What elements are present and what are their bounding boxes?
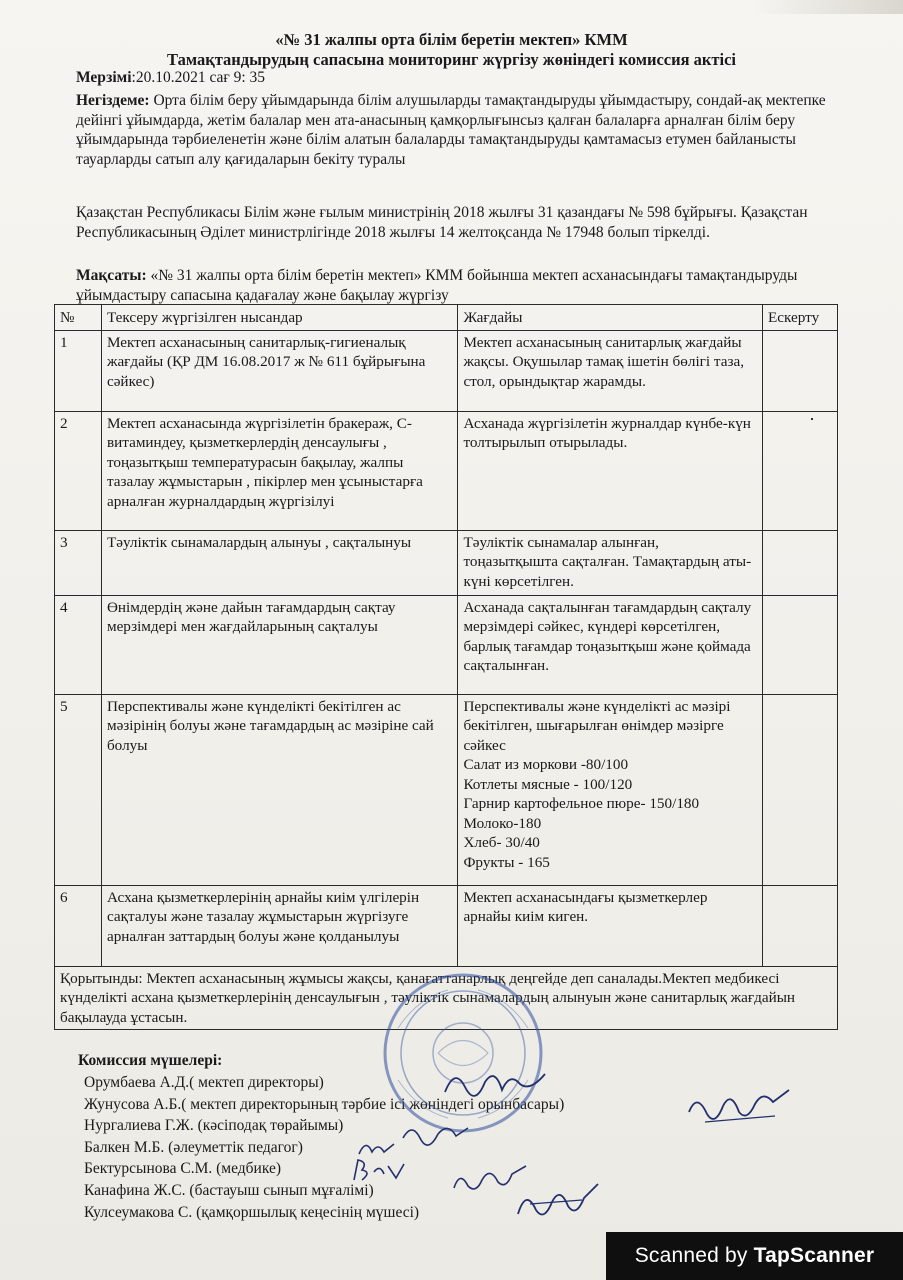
row-number: 2 bbox=[55, 411, 102, 530]
row-note bbox=[763, 595, 838, 694]
header-objects: Тексеру жүргізілген нысандар bbox=[101, 305, 457, 331]
member-item: Нургалиева Г.Ж. (кәсіподақ төрайымы) bbox=[84, 1117, 344, 1135]
conclusion-text: Қорытынды: Мектеп асханасының жұмысы жақсы, қанағаттанарлық деңгейде деп саналады.Мектеп медбикесі күнделікті асхана қызметкерлерінің денсаулығын , тәуліктік сынамалардың алынуын және санитарлық жағдайын бақылауда ұстасын. bbox=[55, 966, 838, 1030]
table-row bbox=[55, 694, 838, 885]
purpose-text: «№ 31 жалпы орта білім беретін мектеп» КММ бойынша мектеп асханасындағы тамақтандыруды ұйымдастыру сапасына қадағалау және бақылау жүргізу bbox=[76, 267, 798, 304]
basis-paragraph bbox=[76, 91, 832, 169]
row-note bbox=[763, 530, 838, 595]
row-state: Мектеп асханасының санитарлық жағдайы жақсы. Оқушылар тамақ ішетін бөлігі таза, стол, орындықтар жарамды. bbox=[458, 330, 763, 411]
date-line bbox=[76, 69, 265, 87]
row-state: Тәуліктік сынамалар алынған, тоңазытқышта сақталған. Тамақтардың аты-күні көрсетілген. bbox=[458, 530, 763, 595]
row-number: 3 bbox=[55, 530, 102, 595]
header-number: № bbox=[55, 305, 102, 331]
member-item: Балкен М.Б. (әлеуметтік педагог) bbox=[84, 1138, 303, 1156]
date-value: :20.10.2021 сағ 9: 35 bbox=[131, 69, 266, 86]
header-state: Жағдайы bbox=[458, 305, 763, 331]
member-item: Орумбаева А.Д.( мектеп директоры) bbox=[84, 1074, 324, 1091]
row-note bbox=[763, 694, 838, 885]
member-item: Бектурсынова С.М. (медбике) bbox=[84, 1160, 282, 1178]
row-note bbox=[763, 885, 838, 966]
document-title-line2: Тамақтандырудың сапасына мониторинг жүргізу жөніндегі комиссия актісі bbox=[166, 50, 737, 69]
row-note bbox=[763, 411, 838, 530]
header-note: Ескерту bbox=[763, 305, 838, 331]
row-state: Асханада сақталынған тағамдардың сақталу мерзімдері сәйкес, күндері көрсетілген, барлық тағамдар тоңазытқыш және қоймада сақталынған. bbox=[458, 595, 763, 694]
ink-speck bbox=[811, 418, 813, 420]
member-item: Кулсеумакова С. (қамқоршылық кеңесінің мүшесі) bbox=[84, 1203, 420, 1221]
row-number: 4 bbox=[55, 595, 102, 694]
scanner-watermark bbox=[606, 1232, 903, 1280]
purpose-paragraph bbox=[76, 266, 832, 305]
signature-council-icon bbox=[512, 1180, 602, 1224]
row-number: 5 bbox=[55, 694, 102, 885]
signature-deputy-icon bbox=[685, 1082, 795, 1132]
signature-union-icon bbox=[400, 1118, 470, 1148]
menu-item: Гарнир картофельное пюре- 150/180 bbox=[463, 795, 700, 812]
menu-intro: Перспективалы және күнделікті ас мәзірі бекітілген, шығарылған өнімдер мәзірге сәйкес bbox=[463, 697, 731, 754]
row-state-menu bbox=[458, 694, 763, 885]
row-note bbox=[763, 330, 838, 411]
row-indicator: Тәуліктік сынамалардың алынуы , сақталынуы bbox=[101, 530, 457, 595]
row-state: Асханада жүргізілетін журналдар күнбе-күн толтырылып отырылады. bbox=[458, 411, 763, 530]
row-number: 1 bbox=[55, 330, 102, 411]
date-label: Мерзімі bbox=[76, 69, 132, 86]
menu-item: Молоко-180 bbox=[463, 814, 542, 832]
signature-nurse-icon bbox=[350, 1154, 410, 1186]
official-stamp-icon bbox=[378, 968, 548, 1138]
row-indicator: Өнімдердің және дайын тағамдардың сақтау мерзімдері мен жағдайларының сақталуы bbox=[101, 595, 457, 694]
row-indicator: Асхана қызметкерлерінің арнайы киім үлгілерін сақталуы және тазалау жұмыстарын жүргізуге арналған заттардың болуы және қолданылуы bbox=[101, 885, 457, 966]
basis-label: Негіздеме: bbox=[76, 92, 150, 109]
row-indicator: Мектеп асханасының санитарлық-гигиеналық жағдайы (ҚР ДМ 16.08.2017 ж № 611 бұйрығына сәйкес) bbox=[101, 330, 457, 411]
row-state: Мектеп асханасындағы қызметкерлер арнайы киім киген. bbox=[458, 885, 763, 966]
table-row bbox=[55, 595, 838, 694]
table-row bbox=[55, 530, 838, 595]
menu-item: Фрукты - 165 bbox=[463, 853, 550, 871]
table-row bbox=[55, 330, 838, 411]
row-indicator: Мектеп асханасында жүргізілетін бракераж, С-витаминдеу, қызметкерлердің денсаулығы , тоңазытқыш температурасын бақылау, жалпы тазалау жұмыстарын , пікірлер мен ұсыныстарға арналған журналдардың жүргізілуі bbox=[101, 411, 457, 530]
table-header-row bbox=[55, 305, 838, 331]
menu-item: Хлеб- 30/40 bbox=[463, 834, 540, 851]
menu-item: Котлеты мясные - 100/120 bbox=[463, 775, 633, 793]
monitoring-table bbox=[54, 304, 838, 1030]
commission-label: Комиссия мүшелері: bbox=[78, 1052, 223, 1069]
purpose-label: Мақсаты: bbox=[76, 267, 147, 284]
row-indicator: Перспективалы және күнделікті бекітілген ас мәзірінің болуы және тағамдардың ас мәзіріне сай болуы bbox=[101, 694, 457, 885]
scan-edge bbox=[753, 0, 903, 14]
watermark-brand: TapScanner bbox=[753, 1244, 875, 1267]
ministry-paragraph: Қазақстан Республикасы Білім және ғылым министрінің 2018 жылғы 31 қазандағы № 598 бұйрығы. Қазақстан Республикасының Әділет министрлігінде 2018 жылғы 14 желтоқсанда № 17948 болып тіркелді. bbox=[76, 204, 808, 241]
document-title-line1: «№ 31 жалпы орта білім беретін мектеп» КММ bbox=[275, 30, 628, 49]
menu-item: Салат из моркови -80/100 bbox=[463, 756, 629, 773]
watermark-prefix: Scanned by bbox=[634, 1244, 754, 1267]
table-row bbox=[55, 411, 838, 530]
table-row bbox=[55, 885, 838, 966]
row-number: 6 bbox=[55, 885, 102, 966]
member-item: Жунусова А.Б.( мектеп директорының тәрбие ісі жөніндегі орынбасары) bbox=[84, 1095, 565, 1113]
signature-director-icon bbox=[440, 1062, 550, 1102]
member-item: Канафина Ж.С. (бастауыш сынып мұғалімі) bbox=[84, 1181, 374, 1199]
basis-text: Орта білім беру ұйымдарында білім алушыларды тамақтандыруды ұйымдастыру, сондай-ақ мектепке дейінгі ұйымдарда, жетім балалар мен ата-анасының қамқорлығынсыз қалған балаларға арналған білім беру ұйымдарында тәрбиеленетін және білім алатын балаларды тамақтандыруды қамтамасыз етумен байланысты тауарларды сатып алу қағидаларын бекіту туралы bbox=[76, 92, 826, 168]
